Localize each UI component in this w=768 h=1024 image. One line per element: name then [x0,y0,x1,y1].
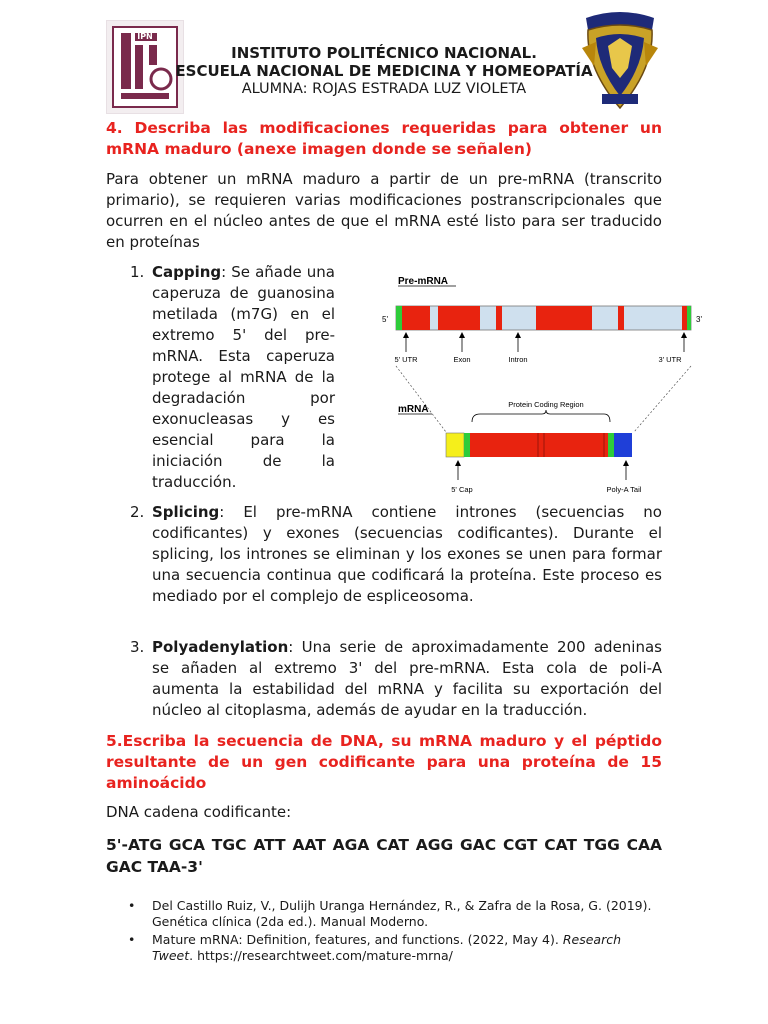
cap-label: 5' Cap [451,485,473,494]
utr5-segment [396,306,402,330]
polya-segment [614,433,632,457]
exon-segment [496,306,502,330]
three-prime-label: 3' [696,315,702,324]
dna-coding-strand-label: DNA cadena codificante: [106,803,292,821]
list-item-number: 2. [130,503,145,521]
term-capping: Capping [152,263,222,281]
mrna-utr5-segment [464,433,470,457]
exon-segment [536,306,592,330]
list-item-number: 1. [130,263,145,281]
exon-segment [618,306,624,330]
mrna-processing-diagram [378,262,714,502]
dna-sequence: 5'-ATG GCA TGC ATT AAT AGA CAT AGG GAC CGT CAT TGG CAA GAC TAA-3' [106,836,662,876]
exon-label: Exon [453,355,471,364]
splicing-description: : El pre-mRNA contiene intrones (secuencias no codificantes) y exones (secuencias codificantes). Durante el splicing, los intrones se eliminan y los exones se unen para formar una secuencia continua que codificará la proteína. Este proceso es mediado por el complejo de espliceosoma. [152,503,662,605]
reference-url: . https://researchtweet.com/mature-mrna/ [189,948,453,963]
pre-mrna-label: Pre-mRNA [398,276,449,287]
exon-segment [402,306,430,330]
reference-text: Del Castillo Ruiz, V., Dulijh Uranga Hernández, R., & Zafra de la Rosa, G. (2019). Genética clínica (2da ed.). Manual Moderno. [152,898,652,929]
intron-label: Intron [508,355,528,364]
utr3-label: 3' UTR [658,355,682,364]
ipn-logo-text: IPN [137,32,153,41]
question-4-intro: Para obtener un mRNA maduro a partir de un pre-mRNA (transcrito primario), se requieren varias modificaciones postranscripcionales que ocurren en el núcleo antes de que el mRNA esté listo para ser traducido en proteínas [106,170,662,251]
reference-item [128,932,662,964]
institution-name: INSTITUTO POLITÉCNICO NACIONAL. [231,44,537,62]
document-header [150,44,618,99]
protein-coding-region-label: Protein Coding Region [508,400,584,409]
mrna-label: mRNA [398,404,429,415]
utr3-segment [687,306,691,330]
capping-description: : Se añade una caperuza de guanosina metilada (m7G) en el extremo 5' del pre-mRNA. Esta caperuza protege al mRNA de la degradación por exonucleasas y es esencial para la iniciación de la traducción. [152,263,335,491]
question-4-title: 4. Describa las modificaciones requeridas para obtener un mRNA maduro (anexe imagen donde se señalen) [106,119,662,158]
school-name: ESCUELA NACIONAL DE MEDICINA Y HOMEOPATÍA [175,62,593,80]
utr5-label: 5' UTR [394,355,418,364]
references-list [128,898,662,966]
exon-segment [682,306,687,330]
reference-source: Research Tweet [152,932,622,963]
list-item-capping [152,262,335,493]
five-prime-label: 5' [382,315,388,324]
list-item-polyadenylation [152,637,662,721]
cap-segment [446,433,464,457]
question-5-title: 5.Escriba la secuencia de DNA, su mRNA maduro y el péptido resultante de un gen codificante para una proteína de 15 aminoácido [106,732,662,792]
mrna-utr3-segment [608,433,614,457]
bullet-icon: • [128,898,136,913]
student-name: ALUMNA: ROJAS ESTRADA LUZ VIOLETA [241,81,527,97]
bullet-icon: • [128,932,136,947]
reference-item [128,898,662,930]
term-splicing: Splicing [152,503,220,521]
coding-region-segment [470,433,608,457]
exon-segment [438,306,480,330]
term-polyadenylation: Polyadenylation [152,638,289,656]
polya-label: Poly-A Tail [606,485,642,494]
list-item-splicing [152,502,662,607]
reference-text: Mature mRNA: Definition, features, and functions. (2022, May 4). [152,932,563,947]
list-item-number: 3. [130,638,145,656]
polyadenylation-description: : Una serie de aproximadamente 200 adeninas se añaden al extremo 3' del pre-mRNA. Esta cola de poli-A aumenta la estabilidad del mRNA y facilita su exportación del núcleo al citoplasma, además de ayudar en la traducción. [152,638,662,719]
